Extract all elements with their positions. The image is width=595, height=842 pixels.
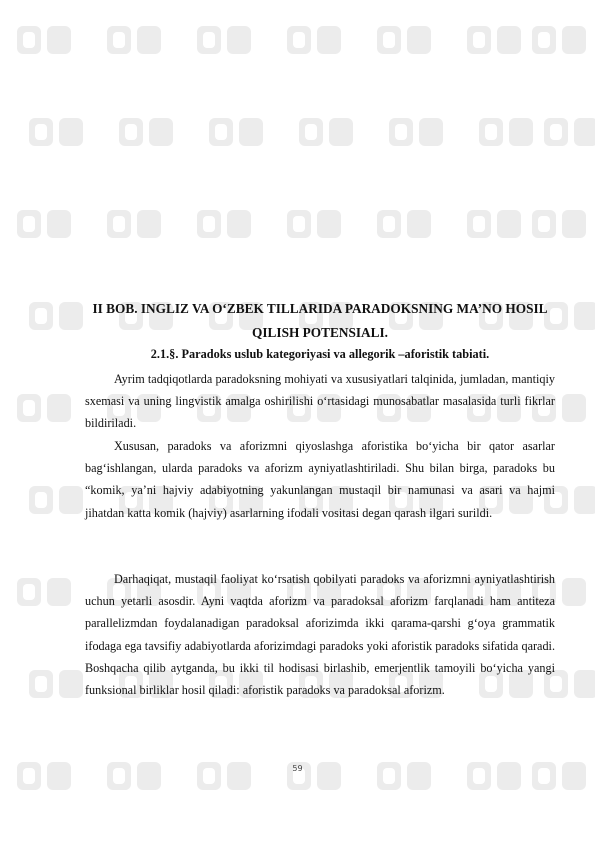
chapter-title: II BOB. INGLIZ VA O‘ZBEK TILLARIDA PARADOKSNING MA’NO HOSIL QILISH POTENSIALI. xyxy=(92,301,548,340)
body-paragraph: Ayrim tadqiqotlarda paradoksning mohiyati va xususiyatlari talqinida, jumladan, mantiqiy sxemasi va uning lingvistik amalga oshirilishi o‘rtasidagi munosabatlar masalasida turli fikrlar bildiriladi. xyxy=(85,372,555,431)
body-paragraph: Xususan, paradoks va aforizmni qiyoslashga aforistika bo‘yicha bir qator asarlar bag‘ishlangan, ularda paradoks va aforizm ayniyatlashtiriladi. Shu bilan birga, paradoks bu “komik, ya’ni hajviy adabiyotning yakunlangan mustaqil bir namunasi va asari va hajmi jihatdan katta komik (hajviy) asarlarning ifodali vositasi degan qarash ilgari surildi. xyxy=(85,439,555,520)
body-paragraph: Darhaqiqat, mustaqil faoliyat ko‘rsatish qobilyati paradoks va aforizmni ayniyatlashtirish uchun yetarli asosdir. Ayni vaqtda aforizm va paradoksal aforizm farqlanadi ham antiteza parallelizmdan foydalanadigan paradoksal aforizimda ikki qarama-qarshi g‘oya grammatik ifodaga ega tavsifiy adabiyotlarda aforizimdagi paradoks yoki aforistik paradoks sifatida qaradi. Boshqacha qilib aytganda, bu ikki til hodisasi birlashib, emerjentlik tamoyili bo‘yicha yangi funksional birliklar hosil qiladi: aforistik paradoks va paradoksal aforizm. xyxy=(85,572,555,698)
section-title: 2.1.§. Paradoks uslub kategoriyasi va allegorik –aforistik tabiati. xyxy=(150,347,490,361)
page-number: 59 xyxy=(292,764,303,773)
